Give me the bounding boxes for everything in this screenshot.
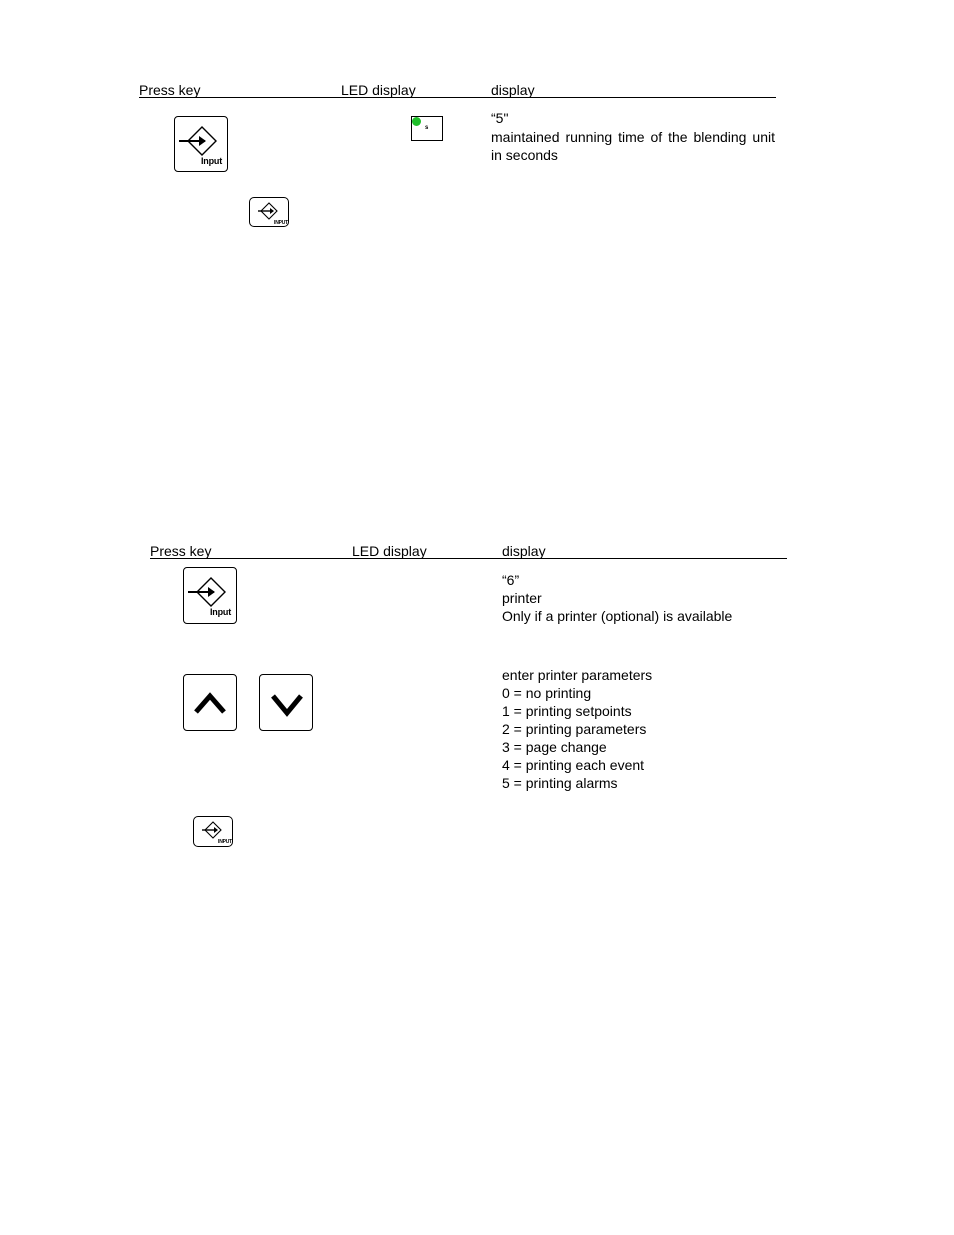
params-option: 1 = printing setpoints — [502, 703, 632, 719]
display-description: maintained running time of the blending unit in seconds — [491, 129, 775, 163]
header-led-display: LED display — [352, 543, 427, 559]
display-value: “5" — [491, 110, 509, 126]
input-key[interactable] — [183, 567, 237, 624]
chevron-down-icon — [260, 675, 314, 732]
input-key-small-label: INPUT — [218, 839, 233, 845]
up-key[interactable] — [183, 674, 237, 731]
display-value: “6” — [502, 572, 520, 588]
header-press-key: Press key — [150, 543, 212, 559]
header-rule — [150, 558, 787, 559]
params-option: 5 = printing alarms — [502, 775, 618, 791]
params-heading: enter printer parameters — [502, 667, 653, 683]
led-unit-label: s — [425, 125, 429, 131]
header-display: display — [491, 82, 535, 98]
header-display: display — [502, 543, 546, 559]
params-option: 4 = printing each event — [502, 757, 645, 773]
led-indicator — [411, 116, 443, 141]
input-key-label: Input — [201, 156, 222, 166]
params-option: 2 = printing parameters — [502, 721, 647, 737]
input-key-small[interactable] — [249, 197, 289, 227]
down-key[interactable] — [259, 674, 313, 731]
params-option: 0 = no printing — [502, 685, 592, 701]
header-press-key: Press key — [139, 82, 201, 98]
input-key-small[interactable] — [193, 816, 233, 847]
display-note: Only if a printer (optional) is available — [502, 608, 733, 624]
input-key[interactable] — [174, 116, 228, 172]
params-option: 3 = page change — [502, 739, 607, 755]
chevron-up-icon — [184, 675, 238, 732]
input-key-small-label: INPUT — [274, 220, 289, 226]
params-option-list — [502, 684, 646, 792]
display-title: printer — [502, 590, 542, 606]
header-led-display: LED display — [341, 82, 416, 98]
header-rule — [139, 97, 776, 98]
led-green-dot — [412, 117, 421, 126]
input-key-label: Input — [210, 607, 231, 617]
